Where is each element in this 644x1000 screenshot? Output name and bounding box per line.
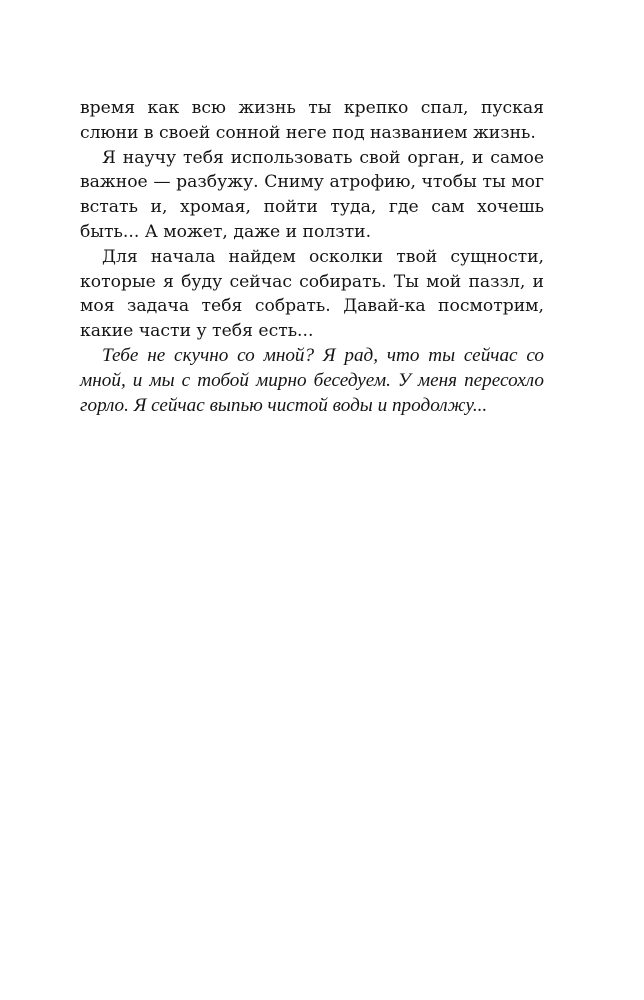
paragraph-teach: Я научу тебя использовать свой орган, и самое важное — разбужу. Сниму атрофию, чтобы ты мог встать и, хромая, пойти туда, где сам хочешь быть... А может, даже и ползти. <box>80 147 544 242</box>
paragraph-italic-aside: Тебе не скучно со мной? Я рад, что ты сейчас со мной, и мы с тобой мирно беседуем. У меня пересохло горло. Я сейчас выпью чистой воды и продолжу... <box>80 344 544 416</box>
paragraph-puzzle: Для начала найдем осколки твой сущности, которые я буду сейчас собирать. Ты мой паззл, и моя задача тебя собрать. Давай-ка посмотрим, какие части у тебя есть... <box>80 246 544 342</box>
paragraph-continued: время как всю жизнь ты крепко спал, пуская слюни в своей сонной неге под названием жизнь. <box>80 98 544 143</box>
page-body <box>80 96 544 418</box>
